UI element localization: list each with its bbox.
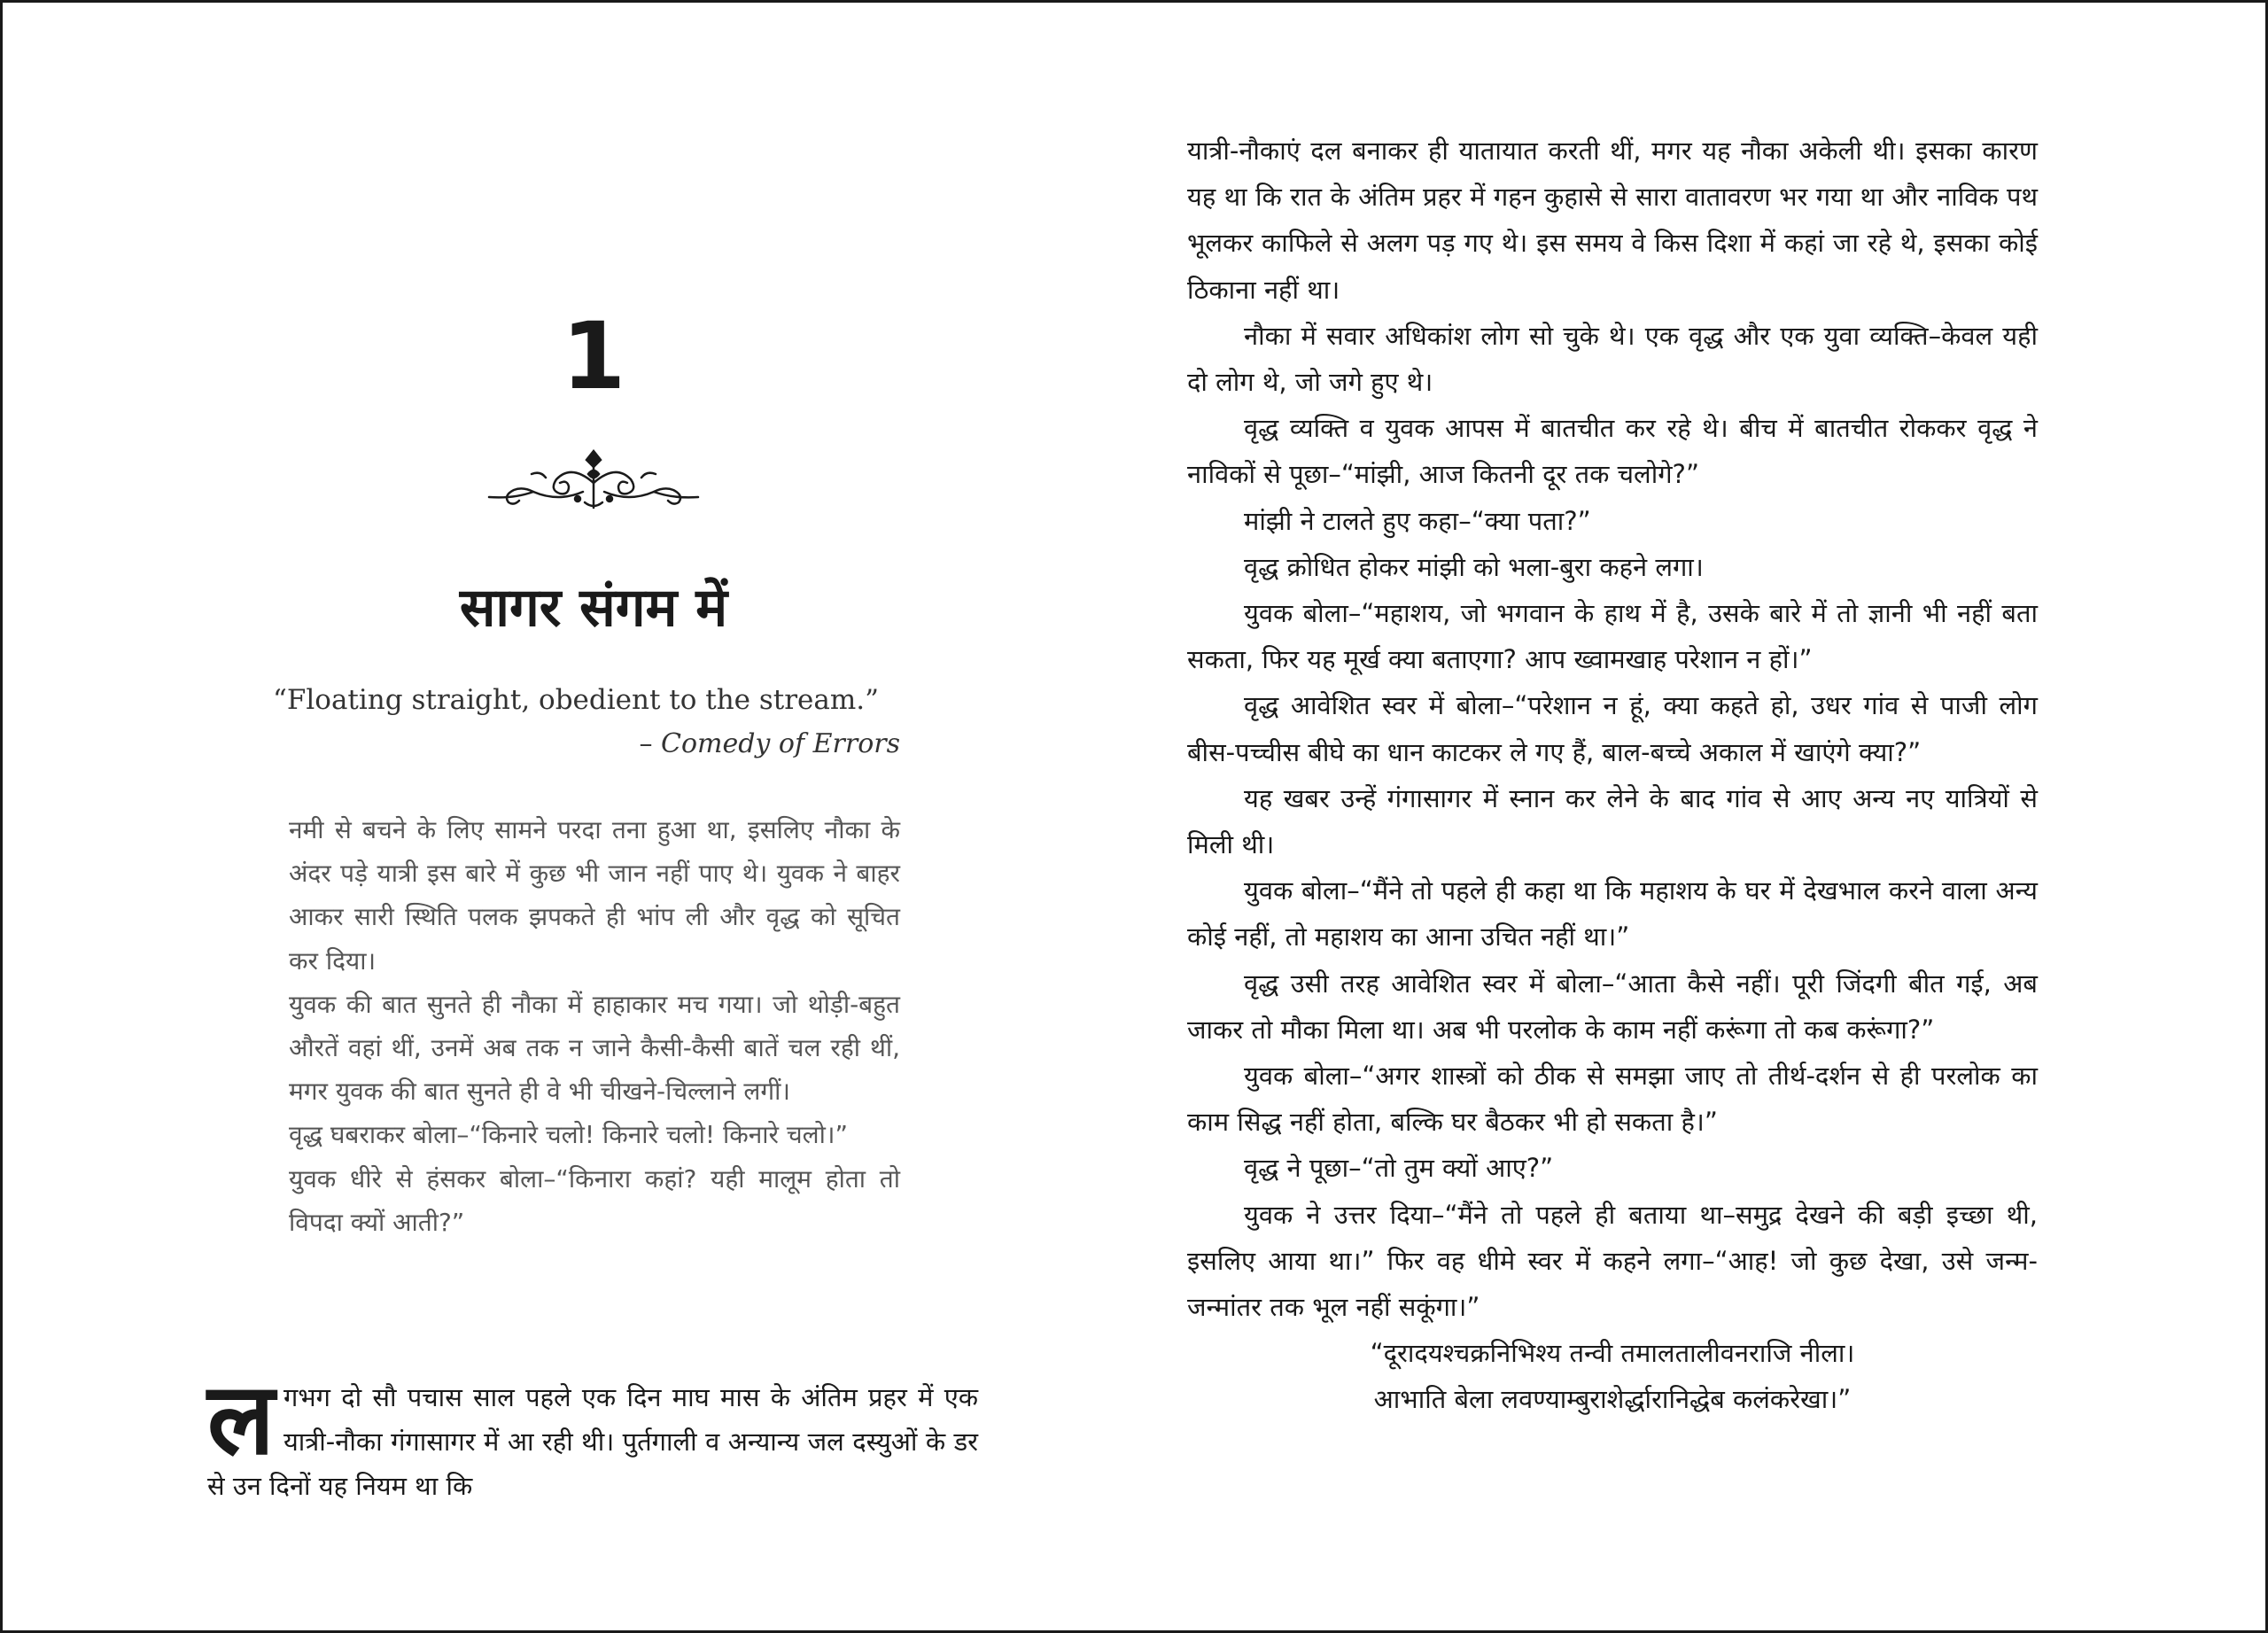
- right-page-text: [1187, 128, 2038, 1423]
- body-paragraph: वृद्ध आवेशित स्वर में बोला–“परेशान न हूं, क्या कहते हो, उधर गांव से पाजी लोग बीस-पच्चीस बीघे का धान काटकर ले गए हैं, बाल-बच्चे अकाल में खाएंगे क्या?”: [1187, 690, 2038, 767]
- intro-paragraph: युवक की बात सुनते ही नौका में हाहाकार मच गया। जो थोड़ी-बहुत औरतें वहां थीं, उनमें अब तक न जाने कैसी-कैसी बातें चल रही थीं, मगर युवक की बात सुनते ही वे भी चीखने-चिल्लाने लगीं।: [289, 989, 900, 1107]
- epigraph-source-title: Comedy of Errors: [661, 728, 900, 759]
- epigraph-dash: –: [639, 728, 661, 759]
- drop-cap: ल: [207, 1362, 275, 1477]
- epigraph-source: [549, 728, 900, 759]
- epigraph-quote: “Floating straight, obedient to the stream.”: [273, 684, 879, 716]
- intro-paragraph: नमी से बचने के लिए सामने परदा तना हुआ था, इसलिए नौका के अंदर पड़े यात्री इस बारे में कुछ भी जान नहीं पाए थे। युवक ने बाहर आकर सारी स्थिति पलक झपकते ही भांप ली और वृद्ध को सूचित कर दिया।: [289, 815, 900, 976]
- body-paragraph: यात्री-नौकाएं दल बनाकर ही यातायात करती थीं, मगर यह नौका अकेली थी। इसका कारण यह था कि रात के अंतिम प्रहर में गहन कुहासे से सारा वातावरण भर गया था और नाविक पथ भूलकर काफिले से अलग पड़ गए थे। इस समय वे किस दिशा में कहां जा रहे थे, इसका कोई ठिकाना नहीं था।: [1187, 136, 2038, 305]
- verse-line: “दूरादयश्चक्रनिभिश्य तन्वी तमालतालीवनराजि नीला।: [1370, 1338, 1855, 1369]
- chapter-number: 1: [561, 302, 626, 410]
- body-paragraph: युवक बोला–“महाशय, जो भगवान के हाथ में है, उसके बारे में तो ज्ञानी भी नहीं बता सकता, फिर यह मूर्ख क्या बताएगा? आप ख्वामखाह परेशान न हों।”: [1187, 598, 2038, 675]
- ornament-icon: [478, 447, 709, 514]
- body-paragraph: वृद्ध उसी तरह आवेशित स्वर में बोला–“आता कैसे नहीं। पूरी जिंदगी बीत गई, अब जाकर तो मौका मिला था। अब भी परलोक के काम नहीं करूंगा तो कब करूंगा?”: [1187, 968, 2038, 1045]
- intro-passage: [289, 808, 900, 1244]
- verse-line: आभाति बेला लवण्याम्बुराशेर्द्धारानिद्धेब कलंकरेखा।”: [1373, 1384, 1852, 1415]
- intro-paragraph: वृद्ध घबराकर बोला–“किनारे चलो! किनारे चलो! किनारे चलो।”: [289, 1120, 849, 1150]
- body-paragraph: मांझी ने टालते हुए कहा–“क्या पता?”: [1244, 505, 1591, 536]
- intro-paragraph: युवक धीरे से हंसकर बोला–“किनारा कहां? यही मालूम होता तो विपदा क्यों आती?”: [289, 1163, 900, 1237]
- body-paragraph: वृद्ध क्रोधित होकर मांझी को भला-बुरा कहने लगा।: [1244, 551, 1704, 582]
- body-paragraph: वृद्ध ने पूछा–“तो तुम क्यों आए?”: [1244, 1153, 1554, 1184]
- body-paragraph: वृद्ध व्यक्ति व युवक आपस में बातचीत कर रहे थे। बीच में बातचीत रोककर वृद्ध ने नाविकों से पूछा–“मांझी, आज कितनी दूर तक चलोगे?”: [1187, 413, 2038, 490]
- body-paragraph: युवक ने उत्तर दिया–“मैंने तो पहले ही बताया था–समुद्र देखने की बड़ी इच्छा थी, इसलिए आया था।” फिर वह धीमे स्वर में कहने लगा–“आह! जो कुछ देखा, उसे जन्म-जन्मांतर तक भूल नहीं सकूंगा।”: [1187, 1199, 2038, 1323]
- body-paragraph: नौका में सवार अधिकांश लोग सो चुके थे। एक वृद्ध और एक युवा व्यक्ति–केवल यही दो लोग थे, जो जगे हुए थे।: [1187, 320, 2038, 398]
- body-paragraph: युवक बोला–“मैंने तो पहले ही कहा था कि महाशय के घर में देखभाल करने वाला अन्य कोई नहीं, तो महाशय का आना उचित नहीं था।”: [1187, 875, 2038, 953]
- body-paragraph: यह खबर उन्हें गंगासागर में स्नान कर लेने के बाद गांव से आए अन्य नए यात्रियों से मिली थी।: [1187, 782, 2038, 860]
- body-paragraph: युवक बोला–“अगर शास्त्रों को ठीक से समझा जाए तो तीर्थ-दर्शन से ही परलोक का काम सिद्ध नहीं होता, बल्कि घर बैठकर भी हो सकता है।”: [1187, 1061, 2038, 1138]
- right-page: [1134, 0, 2263, 1628]
- body-opening-text: गभग दो सौ पचास साल पहले एक दिन माघ मास के अंतिम प्रहर में एक यात्री-नौका गंगासागर में आ रही थी। पुर्तगाली व अन्यान्य जल दस्युओं के डर से उन दिनों यह नियम था कि: [207, 1382, 978, 1501]
- left-page: [0, 0, 1134, 1628]
- body-opening-paragraph: [207, 1362, 978, 1508]
- chapter-title: सागर संगम में: [459, 577, 728, 639]
